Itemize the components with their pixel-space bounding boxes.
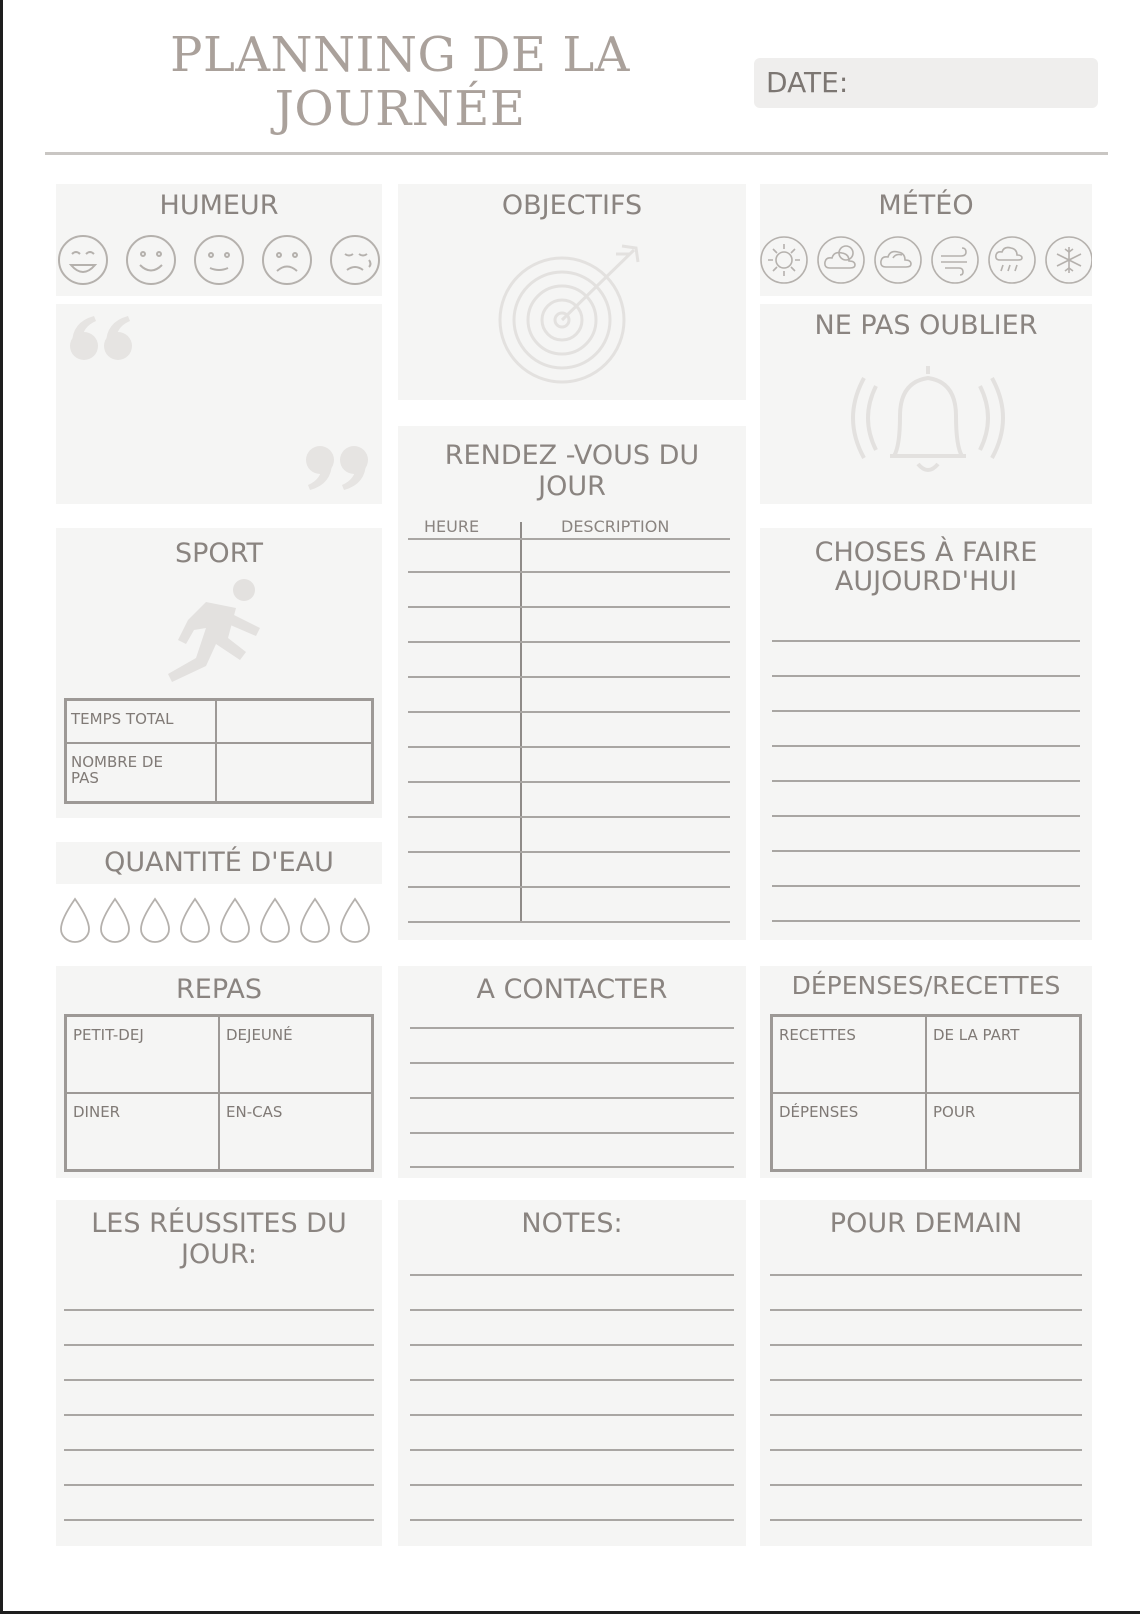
bell-icon xyxy=(846,356,1010,486)
a-contacter-panel xyxy=(398,966,746,1178)
pour-demain-line[interactable] xyxy=(770,1274,1082,1276)
meteo-heading: MÉTÉO xyxy=(878,190,974,221)
rdv-line[interactable] xyxy=(408,816,730,818)
temps-total-label: TEMPS TOTAL xyxy=(66,700,216,743)
water-drop-icon[interactable] xyxy=(261,899,289,942)
windy-icon[interactable] xyxy=(932,237,978,283)
reussites-line[interactable] xyxy=(64,1484,374,1486)
todo-line[interactable] xyxy=(772,850,1080,852)
date-field[interactable] xyxy=(754,58,1098,108)
nombre-de-pas-label-line1: NOMBRE DE xyxy=(71,753,163,771)
todo-line[interactable] xyxy=(772,885,1080,887)
rdv-line[interactable] xyxy=(408,606,730,608)
nombre-de-pas-label xyxy=(66,743,216,802)
notes-heading: NOTES: xyxy=(521,1208,623,1239)
weather-icons xyxy=(760,234,1092,290)
rdv-heure-header: HEURE xyxy=(424,517,480,536)
header-divider xyxy=(45,152,1108,155)
choses-a-faire-heading xyxy=(760,538,1092,596)
water-drop-icon[interactable] xyxy=(101,899,129,942)
smiling-face-icon[interactable] xyxy=(127,236,175,284)
reussites-line[interactable] xyxy=(64,1519,374,1521)
todo-line[interactable] xyxy=(772,780,1080,782)
date-label: DATE: xyxy=(766,66,849,99)
notes-line[interactable] xyxy=(410,1274,734,1276)
rendez-vous-heading-line1: RENDEZ -VOUS DU xyxy=(444,440,700,471)
repas-panel xyxy=(56,966,382,1178)
repas-heading: REPAS xyxy=(176,974,262,1005)
pour-demain-line[interactable] xyxy=(770,1484,1082,1486)
notes-line[interactable] xyxy=(410,1309,734,1311)
water-drops xyxy=(58,896,378,944)
diner-cell[interactable]: DINER xyxy=(66,1093,219,1170)
contact-line[interactable] xyxy=(410,1062,734,1064)
rdv-line[interactable] xyxy=(408,746,730,748)
water-drop-icon[interactable] xyxy=(221,899,249,942)
rdv-line[interactable] xyxy=(408,538,730,540)
choses-a-faire-heading-line2: AUJOURD'HUI xyxy=(834,566,1018,597)
todo-line[interactable] xyxy=(772,745,1080,747)
water-drop-icon[interactable] xyxy=(141,899,169,942)
temps-total-field[interactable] xyxy=(216,700,372,743)
page-title xyxy=(150,28,650,136)
crying-face-icon[interactable] xyxy=(331,236,379,284)
humeur-heading: HUMEUR xyxy=(159,190,279,221)
humeur-panel xyxy=(56,184,382,296)
ne-pas-oublier-heading: NE PAS OUBLIER xyxy=(814,310,1038,341)
eau-heading-panel xyxy=(56,842,382,884)
notes-line[interactable] xyxy=(410,1344,734,1346)
quote-panel xyxy=(56,304,382,504)
repas-table xyxy=(64,1014,374,1172)
water-drop-icon[interactable] xyxy=(301,899,329,942)
reussites-panel xyxy=(56,1200,382,1546)
recettes-cell[interactable]: RECETTES xyxy=(772,1016,926,1093)
reussites-heading-line1: LES RÉUSSITES DU xyxy=(91,1208,347,1239)
rdv-line[interactable] xyxy=(408,571,730,573)
contact-line[interactable] xyxy=(410,1132,734,1134)
choses-a-faire-heading-line1: CHOSES À FAIRE xyxy=(814,537,1038,568)
rdv-line[interactable] xyxy=(408,921,730,923)
page-title-line1: PLANNING DE LA xyxy=(170,27,630,83)
page-frame-left xyxy=(0,0,3,1614)
choses-a-faire-panel xyxy=(760,528,1092,940)
nombre-de-pas-field[interactable] xyxy=(216,743,372,802)
snow-icon[interactable] xyxy=(1046,237,1092,283)
depenses-recettes-panel xyxy=(760,966,1092,1178)
reussites-line[interactable] xyxy=(64,1309,374,1311)
a-contacter-heading: A CONTACTER xyxy=(476,974,668,1005)
rdv-line[interactable] xyxy=(408,641,730,643)
pour-demain-line[interactable] xyxy=(770,1309,1082,1311)
sad-face-icon[interactable] xyxy=(263,236,311,284)
pour-demain-line[interactable] xyxy=(770,1379,1082,1381)
rdv-line[interactable] xyxy=(408,886,730,888)
rdv-line[interactable] xyxy=(408,711,730,713)
water-drop-icon[interactable] xyxy=(341,899,369,942)
rdv-line[interactable] xyxy=(408,676,730,678)
pour-demain-line[interactable] xyxy=(770,1449,1082,1451)
close-quote-icon xyxy=(300,442,372,494)
sport-table xyxy=(64,698,374,804)
contact-line[interactable] xyxy=(410,1166,734,1168)
rain-icon[interactable] xyxy=(989,237,1035,283)
rdv-column-divider xyxy=(520,522,522,922)
reussites-line[interactable] xyxy=(64,1414,374,1416)
contact-line[interactable] xyxy=(410,1027,734,1029)
pour-demain-line[interactable] xyxy=(770,1344,1082,1346)
cloudy-icon[interactable] xyxy=(875,237,921,283)
todo-line[interactable] xyxy=(772,640,1080,642)
pour-demain-heading: POUR DEMAIN xyxy=(829,1208,1023,1239)
sport-panel xyxy=(56,528,382,818)
depenses-recettes-heading: DÉPENSES/RECETTES xyxy=(791,971,1061,1000)
depenses-recettes-table xyxy=(770,1014,1082,1172)
reussites-line[interactable] xyxy=(64,1379,374,1381)
notes-line[interactable] xyxy=(410,1449,734,1451)
objectifs-heading: OBJECTIFS xyxy=(501,190,643,221)
todo-line[interactable] xyxy=(772,920,1080,922)
notes-line[interactable] xyxy=(410,1379,734,1381)
rendez-vous-heading xyxy=(398,440,746,502)
petit-dej-cell[interactable]: PETIT-DEJ xyxy=(66,1016,219,1093)
notes-panel xyxy=(398,1200,746,1546)
reussites-line[interactable] xyxy=(64,1449,374,1451)
water-drop-icon[interactable] xyxy=(61,899,89,942)
reussites-line[interactable] xyxy=(64,1344,374,1346)
ne-pas-oublier-panel xyxy=(760,304,1092,504)
neutral-face-icon[interactable] xyxy=(195,236,243,284)
rdv-description-header: DESCRIPTION xyxy=(561,517,670,536)
pour-demain-line[interactable] xyxy=(770,1414,1082,1416)
pour-cell[interactable]: POUR xyxy=(926,1093,1080,1170)
objectifs-panel xyxy=(398,184,746,400)
notes-line[interactable] xyxy=(410,1414,734,1416)
todo-line[interactable] xyxy=(772,675,1080,677)
rdv-line[interactable] xyxy=(408,781,730,783)
laughing-face-icon[interactable] xyxy=(59,236,107,284)
todo-line[interactable] xyxy=(772,710,1080,712)
reussites-heading-line2: JOUR: xyxy=(180,1239,257,1270)
pour-demain-panel xyxy=(760,1200,1092,1546)
page-title-line2: JOURNÉE xyxy=(274,81,526,137)
reussites-heading xyxy=(56,1208,382,1270)
depenses-cell[interactable]: DÉPENSES xyxy=(772,1093,926,1170)
target-icon xyxy=(494,232,654,392)
rdv-line[interactable] xyxy=(408,851,730,853)
notes-line[interactable] xyxy=(410,1519,734,1521)
en-cas-cell[interactable]: EN-CAS xyxy=(219,1093,372,1170)
partly-cloudy-icon[interactable] xyxy=(818,237,864,283)
mood-icons xyxy=(56,234,382,290)
todo-line[interactable] xyxy=(772,815,1080,817)
rendez-vous-panel xyxy=(398,426,746,940)
notes-line[interactable] xyxy=(410,1484,734,1486)
runner-icon xyxy=(156,576,276,688)
sport-heading: SPORT xyxy=(175,538,263,569)
pour-demain-line[interactable] xyxy=(770,1519,1082,1521)
dejeune-cell[interactable]: DEJEUNÉ xyxy=(219,1016,372,1093)
rendez-vous-heading-line2: JOUR xyxy=(538,471,606,502)
sun-icon[interactable] xyxy=(761,237,807,283)
de-la-part-cell[interactable]: DE LA PART xyxy=(926,1016,1080,1093)
water-drop-icon[interactable] xyxy=(181,899,209,942)
eau-heading: QUANTITÉ D'EAU xyxy=(104,847,334,878)
nombre-de-pas-label-line2: PAS xyxy=(71,769,99,787)
meteo-panel xyxy=(760,184,1092,296)
contact-line[interactable] xyxy=(410,1097,734,1099)
open-quote-icon xyxy=(66,312,138,364)
